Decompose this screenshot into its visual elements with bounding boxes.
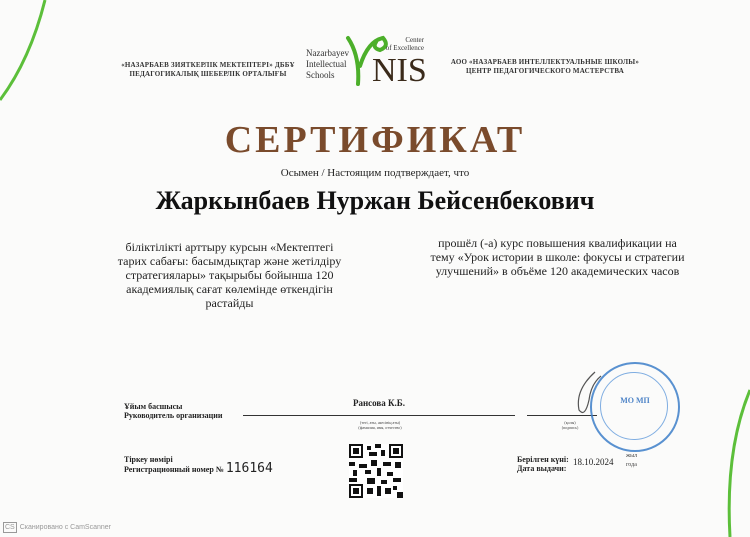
certificate-subtitle: Осымен / Настоящим подтверждает, что xyxy=(280,167,470,179)
label-kz: Ұйым басшысы xyxy=(124,402,183,411)
org-ru-line: АОО «НАЗАРБАЕВ ИНТЕЛЛЕКТУАЛЬНЫЕ ШКОЛЫ» xyxy=(450,58,640,66)
decorative-curve-right xyxy=(700,380,750,537)
issue-date-labels xyxy=(517,455,569,473)
registration-number: 116164 xyxy=(225,461,273,476)
recipient-name: Жаркынбаев Нуржан Бейсенбекович xyxy=(155,186,595,215)
signature-name-line xyxy=(243,415,515,416)
logo-text: Nazarbayev xyxy=(306,48,349,58)
scanner-watermark xyxy=(3,522,111,533)
hint-kz: (қолы) xyxy=(564,420,576,425)
issue-date: 18.10.2024 xyxy=(573,457,614,467)
scanner-text: Сканировано с CamScanner xyxy=(19,524,111,531)
signer-name: Рансова К.Б. xyxy=(352,398,406,408)
nis-logo xyxy=(306,26,456,90)
course-text-ru: прошёл (-а) курс повышения квалификации на тему «Урок истории в школе: фокусы и стратегии улучшений» в объёме 120 академических часов xyxy=(430,236,685,278)
org-name-kz xyxy=(108,61,308,79)
course-text-kz: біліктілікті арттыру курсын «Мектептегі тарих сабағы: басымдықтар және жетілдіру стратегиялары» тақырыбы бойынша 120 академиялық сағат көлемінде өткендігін растайды xyxy=(117,240,342,310)
name-hint xyxy=(330,420,430,430)
label-ru: года xyxy=(626,462,637,468)
label-ru: Регистрационный номер № xyxy=(124,465,224,474)
seal-text: МО МП xyxy=(620,396,650,405)
hint-ru: (подпись) xyxy=(561,425,579,430)
org-kz-line: «НАЗАРБАЕВ ЗИЯТКЕРЛІК МЕКТЕПТЕРІ» ДББҰ xyxy=(121,61,295,69)
qr-code xyxy=(349,444,403,498)
camscanner-icon: CS xyxy=(5,524,15,531)
logo-text: of Excellence xyxy=(385,44,424,52)
label-ru: Руководитель организации xyxy=(124,411,223,420)
logo-mark: NIS xyxy=(372,52,427,89)
hint-ru: (фамилия, имя, отчество) xyxy=(358,425,402,430)
label-kz: жыл xyxy=(626,453,638,459)
logo-text: Schools xyxy=(306,70,335,80)
signature-label xyxy=(124,402,222,420)
org-kz-line: ПЕДАГОГИКАЛЫҚ ШЕБЕРЛІК ОРТАЛЫҒЫ xyxy=(129,70,287,78)
label-ru: Дата выдачи: xyxy=(517,464,567,473)
official-seal xyxy=(590,362,680,452)
logo-text: Intellectual xyxy=(306,59,347,69)
logo-text: Center xyxy=(405,36,424,44)
label-kz: Тіркеу нөмірі xyxy=(124,455,173,464)
org-ru-line: ЦЕНТР ПЕДАГОГИЧЕСКОГО МАСТЕРСТВА xyxy=(465,67,625,75)
sign-hint xyxy=(555,420,585,430)
label-kz: Берілген күні: xyxy=(517,455,569,464)
hint-kz: (тегі, аты, әкесінің аты) xyxy=(360,420,400,425)
certificate-title: СЕРТИФИКАТ xyxy=(224,119,526,161)
decorative-curve-left xyxy=(0,0,60,120)
registration xyxy=(124,455,273,474)
year-label xyxy=(626,452,637,470)
org-name-ru xyxy=(430,58,660,76)
